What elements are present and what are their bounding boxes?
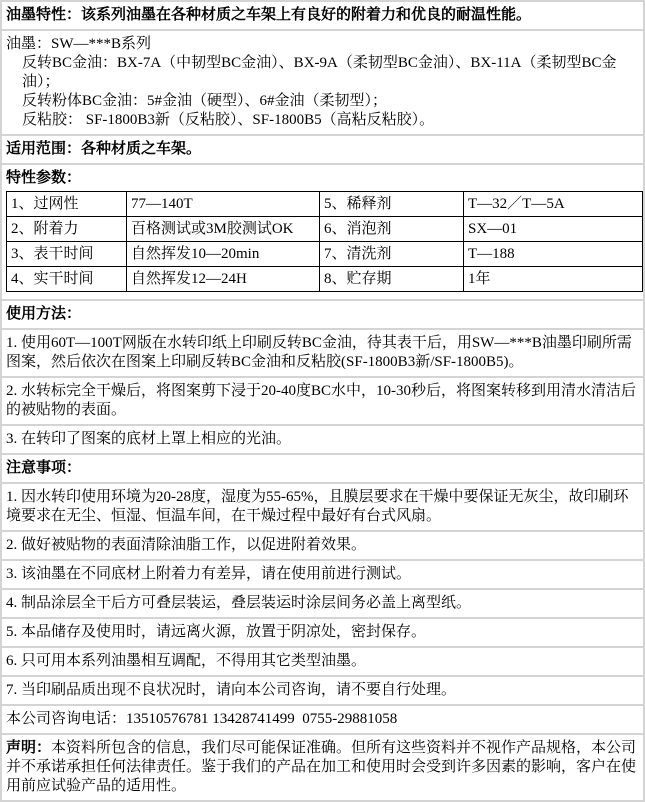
param-name-cell: 5、稀释剂 xyxy=(320,192,464,217)
scope-line: 适用范围：各种材质之车架。 xyxy=(6,141,202,157)
param-value-cell: 百格测试或3M胶测试OK xyxy=(127,217,320,242)
list-item: 反转粉体BC金油：5#金油（硬型）、6#金油（柔韧型）； xyxy=(22,93,388,109)
note-item: 7. 当印刷品质出现不良状况时，请向本公司咨询，请不要自行处理。 xyxy=(2,677,643,706)
param-name-cell: 2、附着力 xyxy=(7,217,127,242)
usage-step: 3. 在转印了图案的底材上罩上相应的光油。 xyxy=(2,426,643,455)
params-section xyxy=(2,165,643,301)
params-heading: 特性参数： xyxy=(6,170,82,186)
param-name-cell: 3、表干时间 xyxy=(7,242,127,267)
ink-series-row xyxy=(2,31,643,136)
notes-heading: 注意事项： xyxy=(6,460,82,476)
usage-heading: 使用方法： xyxy=(6,306,82,322)
usage-step: 2. 水转标完全干燥后，将图案剪下浸于20-40度BC水中，10-30秒后，将图案转移到用清水清洁后的被贴物的表面。 xyxy=(2,378,643,426)
param-name-cell: 6、消泡剂 xyxy=(320,217,464,242)
note-item: 5. 本品储存及使用时，请远离火源，放置于阴凉处，密封保存。 xyxy=(2,619,643,648)
table-row xyxy=(7,217,643,242)
param-name-cell: 1、过网性 xyxy=(7,192,127,217)
params-table xyxy=(6,191,643,292)
doc-title: 油墨特性：该系列油墨在各种材质之车架上有良好的附着力和优良的耐温性能。 xyxy=(6,7,532,23)
param-value-cell: 自然挥发10—20min xyxy=(127,242,320,267)
note-item: 3. 该油墨在不同底材上附着力有差异，请在使用前进行测试。 xyxy=(2,561,643,590)
note-item: 6. 只可用本系列油墨相互调配，不得用其它类型油墨。 xyxy=(2,648,643,677)
note-item: 2. 做好被贴物的表面清除油脂工作，以促进附着效果。 xyxy=(2,532,643,561)
table-row xyxy=(7,242,643,267)
scope-row xyxy=(2,136,643,165)
statement-row xyxy=(2,735,643,800)
table-row xyxy=(7,267,643,292)
usage-step: 1. 使用60T—100T网版在水转印纸上印刷反转BC金油，待其表干后，用SW—***B油墨印刷所需图案，然后依次在图案上印刷反转BC金油和反粘胶(SF-1800B3新/SF-1800B5)。 xyxy=(2,330,643,378)
param-value-cell: SX—01 xyxy=(464,217,643,242)
statement-text: 本资料所包含的信息，我们尽可能保证准确。但所有这些资料并不视作产品规格，本公司并不承诺承担任何法律责任。鉴于我们的产品在加工和使用时会受到许多因素的影响，客户在使用前应试验产品的适用性。 xyxy=(6,740,637,794)
statement-label: 声明： xyxy=(6,740,52,756)
param-value-cell: T—188 xyxy=(464,242,643,267)
contact-row: 本公司咨询电话：13510576781 13428741499 0755-29881058 xyxy=(2,706,643,735)
title-row xyxy=(2,2,643,31)
note-item: 4. 制品涂层全干后方可叠层装运，叠层装运时涂层间务必盖上离型纸。 xyxy=(2,590,643,619)
param-name-cell: 4、实干时间 xyxy=(7,267,127,292)
list-item: 反转BC金油：BX-7A（中韧型BC金油）、BX-9A（柔韧型BC金油）、BX-11A（柔韧型BC金油）； xyxy=(22,55,617,90)
param-value-cell: T—32／T—5A xyxy=(464,192,643,217)
usage-heading-row xyxy=(2,301,643,330)
param-value-cell: 1年 xyxy=(464,267,643,292)
list-item: 反粘胶： SF-1800B3新（反粘胶）、SF-1800B5（高粘反粘胶）。 xyxy=(22,112,435,128)
note-item: 1. 因水转印使用环境为20-28度，湿度为55-65%，且膜层要求在干燥中要保证无灰尘，故印刷环境要求在无尘、恒湿、恒温车间，在干燥过程中最好有台式风扇。 xyxy=(2,484,643,532)
param-value-cell: 自然挥发12—24H xyxy=(127,267,320,292)
param-value-cell: 77—140T xyxy=(127,192,320,217)
param-name-cell: 8、贮存期 xyxy=(320,267,464,292)
param-name-cell: 7、清洗剂 xyxy=(320,242,464,267)
ink-series-intro: 油墨：SW—***B系列 xyxy=(6,36,152,52)
notes-heading-row xyxy=(2,455,643,484)
table-row xyxy=(7,192,643,217)
